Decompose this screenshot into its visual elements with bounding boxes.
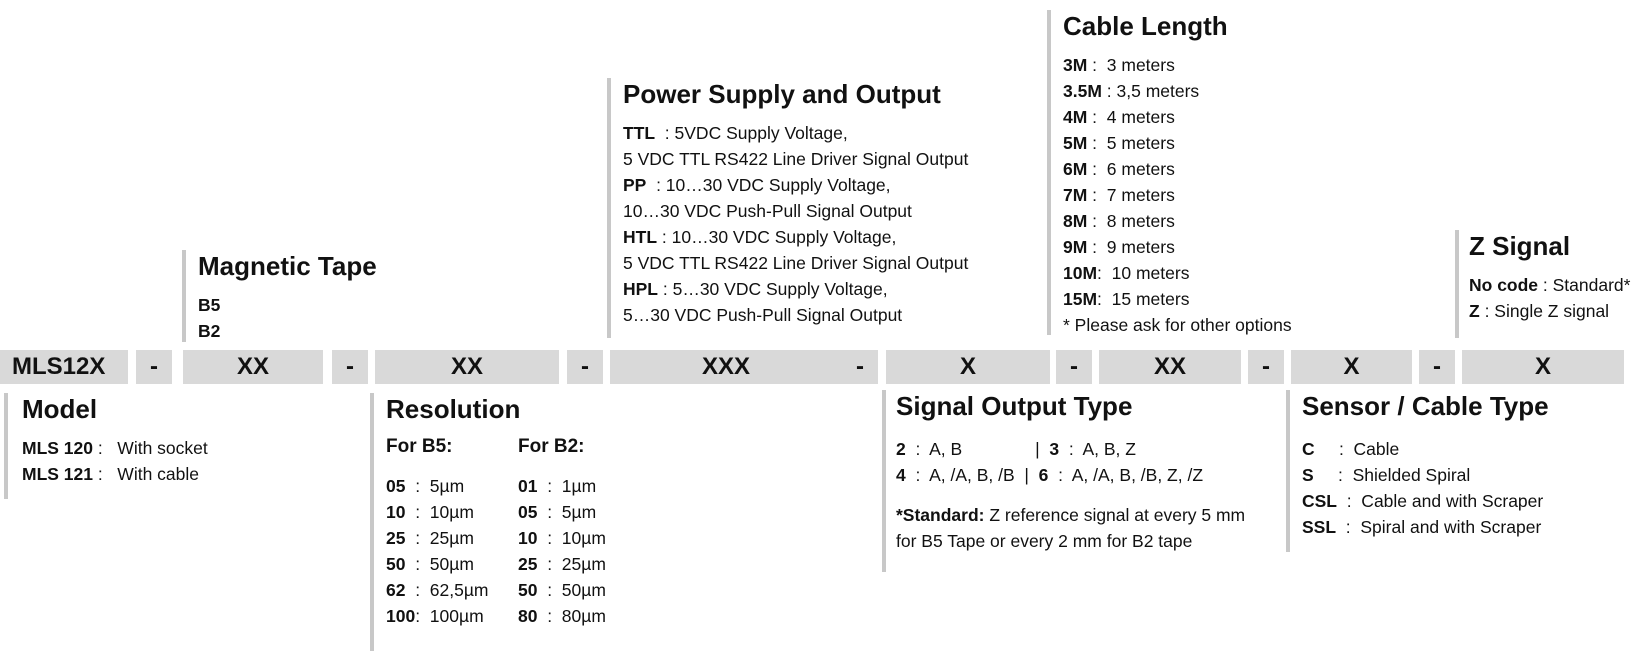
list-item: HTL : 10…30 VDC Supply Voltage, <box>623 227 897 247</box>
code-separator: - <box>567 350 603 384</box>
power-supply-list <box>623 120 1007 328</box>
list-item: 6M : 6 meters <box>1063 159 1175 179</box>
list-item: B2 <box>198 321 221 341</box>
code-separator: - <box>1419 350 1455 384</box>
list-item: 62 : 62,5µm <box>386 580 489 600</box>
signal-output-section <box>882 390 1272 572</box>
list-item: 01 : 1µm <box>518 476 597 496</box>
list-item: 4 : A, /A, B, /B | 6 : A, /A, B, /B, Z, /Z <box>896 465 1204 485</box>
list-item: 3M : 3 meters <box>1063 55 1175 75</box>
list-item: 50 : 50µm <box>386 554 474 574</box>
list-item: 5 VDC TTL RS422 Line Driver Signal Output <box>623 149 969 169</box>
code-separator: - <box>332 350 368 384</box>
list-item: 50 : 50µm <box>518 580 606 600</box>
model-section <box>4 393 264 499</box>
list-item: 8M : 8 meters <box>1063 211 1175 231</box>
list-item: PP : 10…30 VDC Supply Voltage, <box>623 175 891 195</box>
code-separator: - <box>842 350 878 384</box>
code-segment-cable-length: XX <box>1099 350 1241 384</box>
resolution-b5-column <box>386 433 496 629</box>
model-title: Model <box>22 394 98 424</box>
code-separator: - <box>1056 350 1092 384</box>
list-item: 10 : 10µm <box>386 502 474 522</box>
sensor-cable-section <box>1286 390 1616 552</box>
code-segment-sensor-cable: X <box>1291 350 1412 384</box>
list-item: 3.5M : 3,5 meters <box>1063 81 1200 101</box>
model-code-bar <box>0 350 1647 384</box>
list-item: 9M : 9 meters <box>1063 237 1175 257</box>
z-signal-section <box>1455 230 1645 338</box>
list-item: B5 <box>198 295 221 315</box>
code-segment-power: XXX <box>610 350 842 384</box>
power-supply-section <box>607 78 1007 338</box>
list-item: No code : Standard* <box>1469 275 1631 295</box>
list-item: 10M: 10 meters <box>1063 263 1190 283</box>
list-item: 25 : 25µm <box>518 554 606 574</box>
list-item: C : Cable <box>1302 439 1400 459</box>
list-item: 4M : 4 meters <box>1063 107 1175 127</box>
list-item: 100: 100µm <box>386 606 484 626</box>
cable-length-section <box>1047 10 1327 335</box>
list-item: TTL : 5VDC Supply Voltage, <box>623 123 848 143</box>
code-segment-z-signal: X <box>1462 350 1624 384</box>
cable-length-title: Cable Length <box>1063 11 1228 41</box>
list-item: 5M : 5 meters <box>1063 133 1175 153</box>
code-segment-resolution: XX <box>375 350 559 384</box>
list-item: 10…30 VDC Push-Pull Signal Output <box>623 201 912 221</box>
list-item: 05 : 5µm <box>386 476 465 496</box>
list-item: MLS 120 : With socket <box>22 438 208 458</box>
resolution-title: Resolution <box>386 394 521 424</box>
list-item: MLS 121 : With cable <box>22 464 200 484</box>
list-item: 7M : 7 meters <box>1063 185 1175 205</box>
list-item: 80 : 80µm <box>518 606 606 626</box>
sensor-cable-title: Sensor / Cable Type <box>1302 391 1549 421</box>
list-item: S : Shielded Spiral <box>1302 465 1471 485</box>
list-item: 5 VDC TTL RS422 Line Driver Signal Output <box>623 253 969 273</box>
list-item: 25 : 25µm <box>386 528 474 548</box>
list-item: SSL : Spiral and with Scraper <box>1302 517 1542 537</box>
resolution-b2-column <box>518 433 628 629</box>
power-supply-title: Power Supply and Output <box>623 79 941 109</box>
list-item: 15M: 15 meters <box>1063 289 1190 309</box>
resolution-section <box>370 393 650 651</box>
list-item: HPL : 5…30 VDC Supply Voltage, <box>623 279 888 299</box>
code-separator: - <box>1248 350 1284 384</box>
code-segment-model: MLS12X <box>0 350 128 384</box>
resolution-columns <box>386 433 650 629</box>
magnetic-tape-section <box>182 250 402 342</box>
resolution-b5-heading: For B5: <box>386 436 453 457</box>
code-segment-tape: XX <box>183 350 323 384</box>
code-separator: - <box>136 350 172 384</box>
magnetic-tape-title: Magnetic Tape <box>198 251 377 281</box>
list-item: 2 : A, B | 3 : A, B, Z <box>896 439 1136 459</box>
list-item: Z : Single Z signal <box>1469 301 1610 321</box>
signal-output-note: for B5 Tape or every 2 mm for B2 tape <box>896 531 1193 551</box>
cable-length-list <box>1063 52 1327 338</box>
list-item: CSL : Cable and with Scraper <box>1302 491 1544 511</box>
code-segment-signal-output: X <box>886 350 1050 384</box>
signal-output-title: Signal Output Type <box>896 391 1133 421</box>
z-signal-title: Z Signal <box>1469 231 1571 261</box>
list-item: 10 : 10µm <box>518 528 606 548</box>
signal-output-note: *Standard: Z reference signal at every 5 mm <box>896 505 1246 525</box>
list-item: 05 : 5µm <box>518 502 597 522</box>
cable-length-note: * Please ask for other options <box>1063 315 1292 335</box>
list-item: 5…30 VDC Push-Pull Signal Output <box>623 305 903 325</box>
resolution-b2-heading: For B2: <box>518 436 585 457</box>
